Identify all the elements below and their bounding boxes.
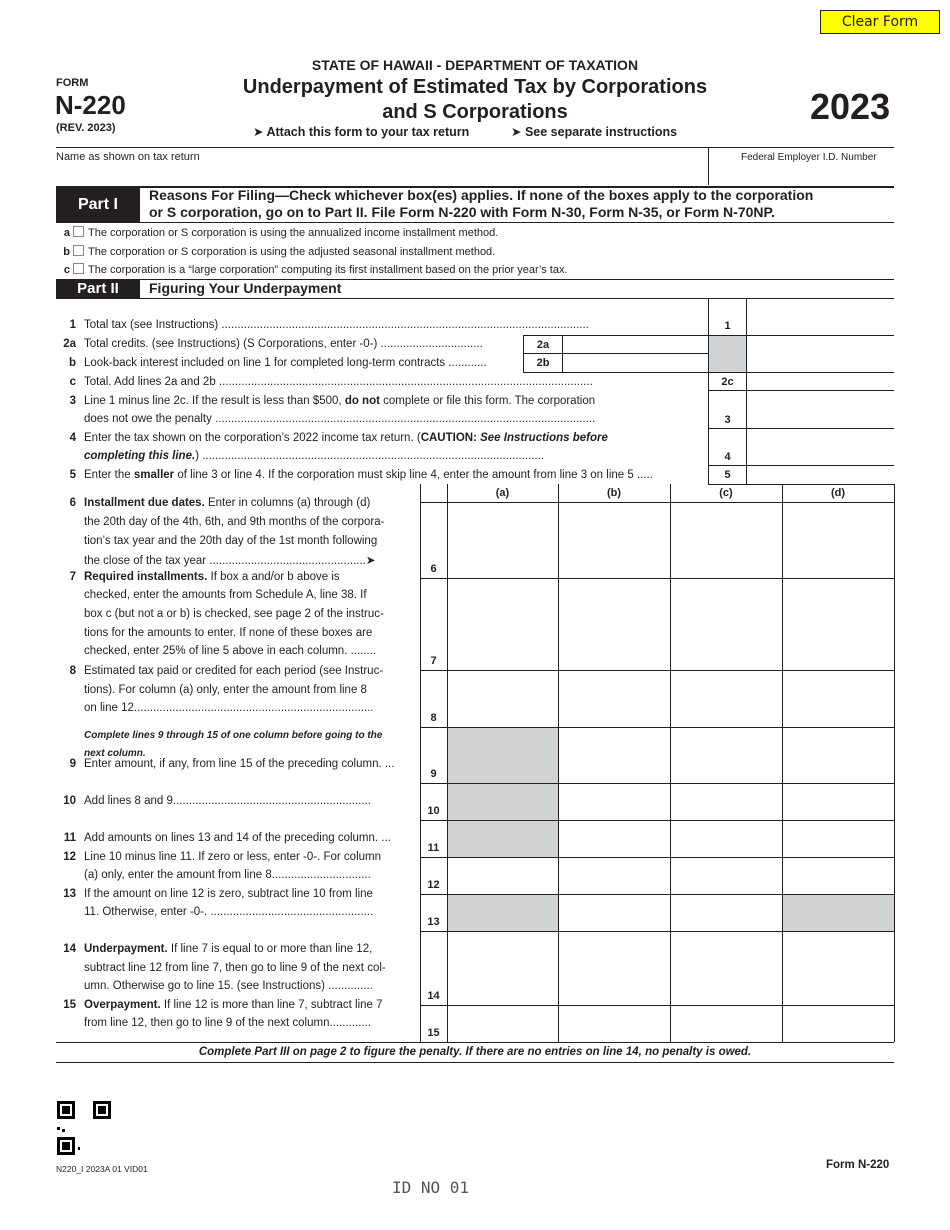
line-1-input[interactable] <box>748 301 892 333</box>
line-7-col-a-input[interactable] <box>449 580 556 668</box>
installment-box-label: 13 <box>427 916 440 928</box>
installment-box-label: 10 <box>427 805 440 817</box>
reason-c: c The corporation is a “large corporation” computing its first installment based on the prior year’s tax. <box>63 264 568 276</box>
installment-box-label: 15 <box>427 1027 440 1039</box>
footer-form-name: Form N-220 <box>826 1159 890 1171</box>
line-14-col-a-input[interactable] <box>449 933 556 1003</box>
agency-name: STATE OF HAWAII - DEPARTMENT OF TAXATION <box>311 57 639 73</box>
line-14-col-d-input[interactable] <box>784 933 892 1003</box>
installment-line-14-text: Underpayment. If line 7 is equal to or more than line 12, <box>84 942 373 955</box>
form-title-line1: Underpayment of Estimated Tax by Corporations <box>242 76 708 98</box>
line-8-col-b-input[interactable] <box>560 672 668 725</box>
qr-module <box>67 1147 70 1150</box>
installment-line-15-text: Overpayment. If line 12 is more than line 7, subtract line 7 <box>84 998 383 1011</box>
line-10-col-b-input[interactable] <box>560 785 668 818</box>
line-10-col-d-input[interactable] <box>784 785 892 818</box>
line-11-col-d-input[interactable] <box>784 822 892 855</box>
line-15-col-c-input[interactable] <box>672 1007 780 1040</box>
part1-heading-line2: or S corporation, go on to Part II. File Form N-220 with Form N-30, Form N-35, or Form N-70NP. <box>149 204 775 220</box>
line-2a-input[interactable] <box>564 337 706 352</box>
line-7-col-d-input[interactable] <box>784 580 892 668</box>
line-9-col-a-input[interactable] <box>449 729 556 781</box>
line-5-box-label: 5 <box>724 469 731 481</box>
column-header: (d) <box>830 487 846 499</box>
form-label: FORM <box>56 77 89 89</box>
line-14-col-b-input[interactable] <box>560 933 668 1003</box>
installment-box-label: 6 <box>430 563 437 575</box>
line-4-input[interactable] <box>748 430 892 464</box>
line-12-col-b-input[interactable] <box>560 859 668 892</box>
form-code: N220_I 2023A 01 VID01 <box>56 1164 148 1174</box>
line-9-col-b-input[interactable] <box>560 729 668 781</box>
line-12-col-c-input[interactable] <box>672 859 780 892</box>
qr-module <box>72 1116 75 1119</box>
column-header: (a) <box>495 487 510 499</box>
qr-module <box>67 1111 70 1114</box>
line-10-col-a-input[interactable] <box>449 785 556 818</box>
line-1-box-label: 1 <box>724 320 731 332</box>
qr-module <box>57 1127 60 1130</box>
reason-b: b The corporation or S corporation is using the adjusted seasonal installment method. <box>63 246 496 258</box>
line-10-col-c-input[interactable] <box>672 785 780 818</box>
line-15-col-b-input[interactable] <box>560 1007 668 1040</box>
qr-module <box>108 1116 111 1119</box>
line-7-col-b-input[interactable] <box>560 580 668 668</box>
line-13-col-a-input[interactable] <box>449 896 556 929</box>
reason-b-checkbox[interactable] <box>73 245 84 256</box>
line-8-col-c-input[interactable] <box>672 672 780 725</box>
installment-box-label: 7 <box>430 655 437 667</box>
line-6-col-b-input[interactable] <box>560 504 668 576</box>
part1-heading-line1: Reasons For Filing—Check whichever box(es) applies. If none of the boxes apply to the corporation <box>149 187 814 203</box>
part2-footer-note: Complete Part III on page 2 to figure the penalty. If there are no entries on line 14, no penalty is owed. <box>198 1046 752 1058</box>
line-13-col-c-input[interactable] <box>672 896 780 929</box>
line-6-col-d-input[interactable] <box>784 504 892 576</box>
qr-module <box>103 1111 106 1114</box>
line-2a-box-label: 2a <box>536 339 550 351</box>
form-title-line2: and S Corporations <box>382 101 568 123</box>
line-15-col-d-input[interactable] <box>784 1007 892 1040</box>
qr-module <box>78 1147 81 1150</box>
id-number: ID NO 01 <box>392 1178 470 1197</box>
tax-year: 2023 <box>810 86 891 127</box>
reason-c-checkbox[interactable] <box>73 263 84 274</box>
line-14-col-c-input[interactable] <box>672 933 780 1003</box>
line-2c-input[interactable] <box>748 374 892 389</box>
form-revision: (REV. 2023) <box>56 122 116 134</box>
line-8-col-d-input[interactable] <box>784 672 892 725</box>
name-label: Name as shown on tax return <box>56 151 200 163</box>
column-header: (c) <box>719 487 733 499</box>
fein-input[interactable] <box>712 166 892 184</box>
line-12-col-a-input[interactable] <box>449 859 556 892</box>
installment-box-label: 11 <box>427 842 440 854</box>
line-3-input[interactable] <box>748 392 892 427</box>
line-4-box-label: 4 <box>724 451 731 463</box>
reason-a: a The corporation or S corporation is using the annualized income installment method. <box>63 227 499 239</box>
clear-form-button[interactable]: Clear Form <box>820 10 940 34</box>
installment-line-7-text: Required installments. If box a and/or b above is <box>84 570 340 583</box>
qr-code <box>57 1101 111 1155</box>
line-3-box-label: 3 <box>724 414 731 426</box>
line-12-col-d-input[interactable] <box>784 859 892 892</box>
line-2b-input[interactable] <box>564 355 706 371</box>
column-header: (b) <box>606 487 622 499</box>
instructions-note: ➤ See separate instructions <box>511 125 678 139</box>
installment-line-6-text: Installment due dates. Enter in columns (a) through (d) <box>84 497 371 510</box>
line-8-col-a-input[interactable] <box>449 672 556 725</box>
note-line9-15-cont: next column. <box>84 748 146 759</box>
line-7-col-c-input[interactable] <box>672 580 780 668</box>
line-9-col-c-input[interactable] <box>672 729 780 781</box>
installment-box-label: 14 <box>427 990 440 1002</box>
line-13-col-b-input[interactable] <box>560 896 668 929</box>
line-9-col-d-input[interactable] <box>784 729 892 781</box>
name-input[interactable] <box>56 166 706 184</box>
installment-box-label: 9 <box>430 768 437 780</box>
line-15-col-a-input[interactable] <box>449 1007 556 1040</box>
part2-label: Part II <box>56 279 140 298</box>
line-2c-box-label: 2c <box>721 376 734 388</box>
fein-label: Federal Employer I.D. Number <box>741 152 877 163</box>
line-6-col-c-input[interactable] <box>672 504 780 576</box>
line-2b-box-label: 2b <box>536 357 550 369</box>
line-13-col-d-input[interactable] <box>784 896 892 929</box>
line-11-col-b-input[interactable] <box>560 822 668 855</box>
part2-heading: Figuring Your Underpayment <box>149 280 342 296</box>
attach-note: ➤ Attach this form to your tax return <box>253 125 470 139</box>
line-5-input[interactable] <box>748 467 892 483</box>
form-number: N-220 <box>55 90 126 120</box>
line-6-col-a-input[interactable] <box>449 504 556 576</box>
qr-module <box>72 1152 75 1155</box>
installment-box-label: 12 <box>427 879 440 891</box>
qr-module <box>62 1129 65 1132</box>
line-11-col-c-input[interactable] <box>672 822 780 855</box>
note-line9-15: Complete lines 9 through 15 of one column before going to the <box>84 730 383 741</box>
reason-a-checkbox[interactable] <box>73 226 84 237</box>
line-11-col-a-input[interactable] <box>449 822 556 855</box>
part1-label: Part I <box>56 187 140 222</box>
installment-box-label: 8 <box>430 712 437 724</box>
